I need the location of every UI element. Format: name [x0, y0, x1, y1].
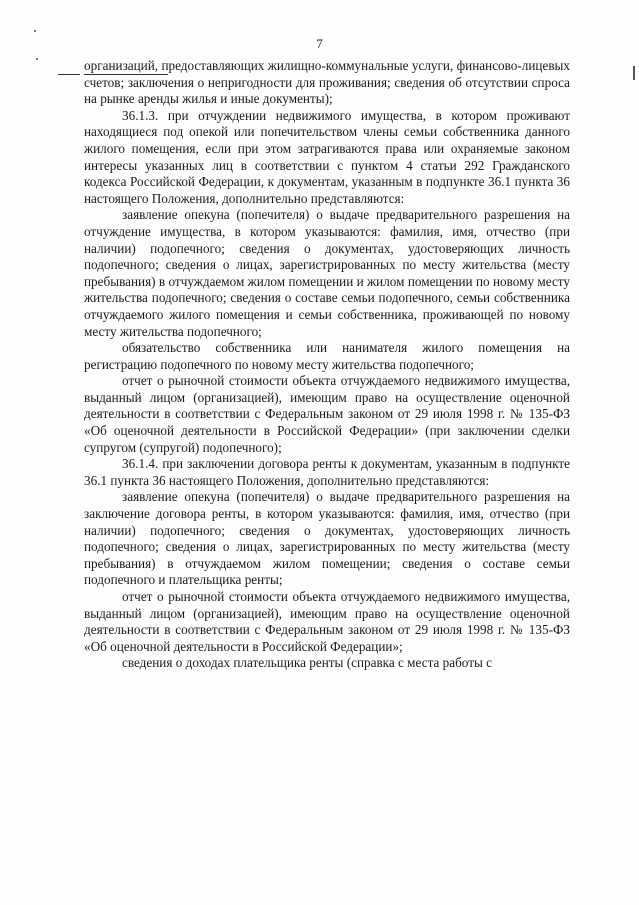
paragraph-continuation: организаций, предоставляющих жилищно-коммунальные услуги, финансово-лицевых счетов; заключения о непригодности для проживания; сведения об отсутствии спроса на рынке аренды жилья и иные документы); — [84, 58, 570, 107]
paragraph-36-1-3: 36.1.3. при отчуждении недвижимого имущества, в котором проживают находящиеся под опекой или попечительством члены семьи собственника данного жилого помещения, если при этом затрагиваются права или охраняемые законом интересы указанных лиц в соответствии с пунктом 4 статьи 292 Гражданского кодекса Российской Федерации, к документам, указанным в подпункте 36.1 пункта 36 настоящего Положения, дополнительно представляются: — [84, 107, 570, 206]
paragraph-valuation-report: отчет о рыночной стоимости объекта отчуждаемого недвижимого имущества, выданный лицом (организацией), имеющим право на осуществление оценочной деятельности в соответствии с Федеральным законом от 29 июля 1998 г. № 135-ФЗ «Об оценочной деятельности в Российской Федерации» (при заключении сделки супругом (супругой) подопечного); — [84, 373, 570, 455]
scan-speck — [34, 30, 36, 32]
body-text — [84, 58, 570, 672]
paragraph-36-1-4: 36.1.4. при заключении договора ренты к документам, указанным в подпункте 36.1 пункта 36 настоящего Положения, дополнительно представляются: — [84, 456, 570, 488]
scan-edge-mark — [633, 66, 635, 80]
paragraph-owner-obligation: обязательство собственника или нанимателя жилого помещения на регистрацию подопечного по новому месту жительства подопечного; — [84, 340, 570, 372]
paragraph-annuity-valuation-report: отчет о рыночной стоимости объекта отчуждаемого недвижимого имущества, выданный лицом (организацией), имеющим право на осуществление оценочной деятельности в соответствии с Федеральным законом от 29 июля 1998 г. № 135-ФЗ «Об оценочной деятельности в Российской Федерации»; — [84, 589, 570, 654]
margin-dash — [58, 74, 80, 75]
scan-speck — [36, 58, 38, 60]
page-number: 7 — [316, 36, 323, 51]
paragraph-guardian-application: заявление опекуна (попечителя) о выдаче предварительного разрешения на отчуждение имущества, в котором указываются: фамилия, имя, отчество (при наличии) подопечного; сведения о документах, удостоверяющих личность подопечного; сведения о лицах, зарегистрированных по месту жительства (месту пребывания) в отчуждаемом жилом помещении и жилом помещении по новому месту жительства подопечного; сведения о составе семьи подопечного, семьи собственника отчуждаемого жилого помещения и семьи собственника, проживающей по новому месту жительства подопечного; — [84, 207, 570, 339]
paragraph-annuity-application: заявление опекуна (попечителя) о выдаче предварительного разрешения на заключение договора ренты, в котором указываются: фамилия, имя, отчество (при наличии) подопечного; сведения о документах, удостоверяющих личность подопечного; сведения о лицах, зарегистрированных по месту жительства (месту пребывания) в отчуждаемом жилом помещении; сведения о составе семьи подопечного и плательщика ренты; — [84, 489, 570, 588]
paragraph-payer-income: сведения о доходах плательщика ренты (справка с места работы с — [122, 655, 492, 671]
